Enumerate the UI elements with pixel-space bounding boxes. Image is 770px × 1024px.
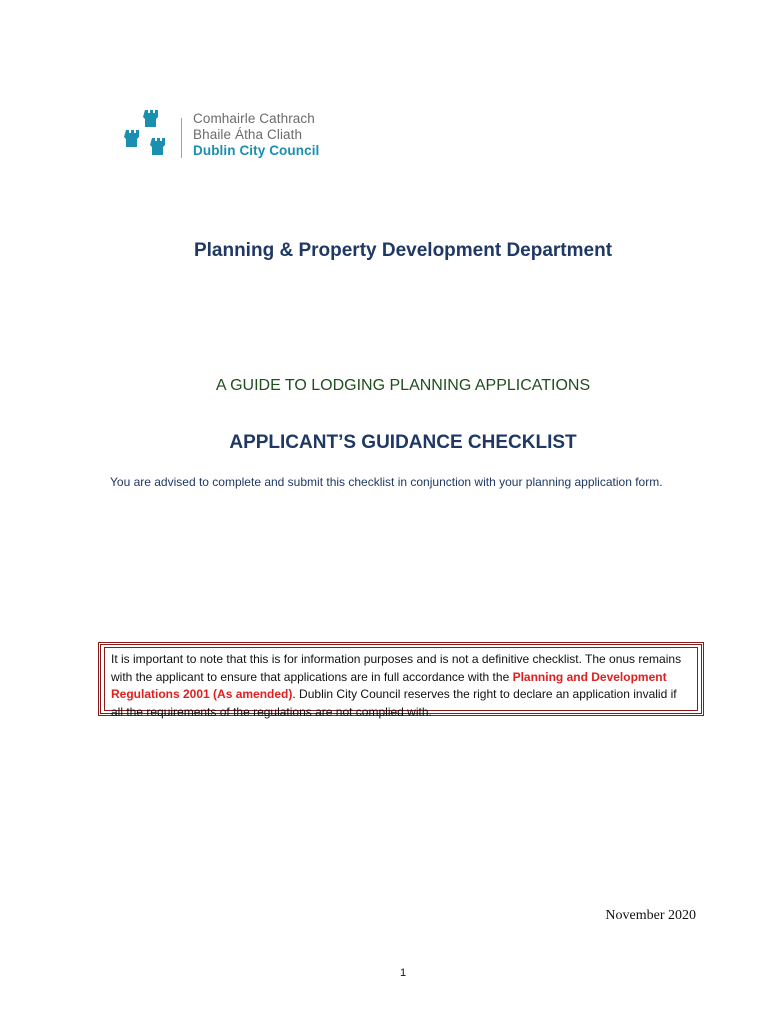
- document-date: November 2020: [605, 908, 696, 923]
- checklist-title: APPLICANT’S GUIDANCE CHECKLIST: [229, 432, 577, 453]
- department-heading: Planning & Property Development Department: [193, 240, 613, 261]
- regulations-reference: Planning and Development Regulations 2001 (As amended): [111, 669, 667, 701]
- logo-english-name: Dublin City Council: [193, 143, 320, 158]
- logo-divider: [181, 118, 182, 158]
- castles-icon: [124, 108, 174, 160]
- important-notice-box: [98, 642, 704, 719]
- notice-text: [104, 647, 698, 719]
- notice-text-part-1: It is important to note that this is for information purposes and is not a definitive checklist. The onus remains with the applicant to ensure that applications are in full accordance with the: [111, 652, 682, 684]
- dublin-city-council-logo: [124, 108, 334, 164]
- page-number: 1: [399, 967, 407, 979]
- guide-title: A GUIDE TO LODGING PLANNING APPLICATIONS: [215, 377, 591, 394]
- logo-irish-line-1: Comhairle Cathrach: [193, 111, 315, 126]
- logo-irish-line-2: Bhaile Átha Cliath: [193, 127, 303, 142]
- intro-paragraph: You are advised to complete and submit this checklist in conjunction with your planning application form.: [110, 475, 663, 489]
- notice-text-part-2: . Dublin City Council reserves the right to declare an application invalid if all the requirements of the regulations are not complied with.: [111, 687, 677, 719]
